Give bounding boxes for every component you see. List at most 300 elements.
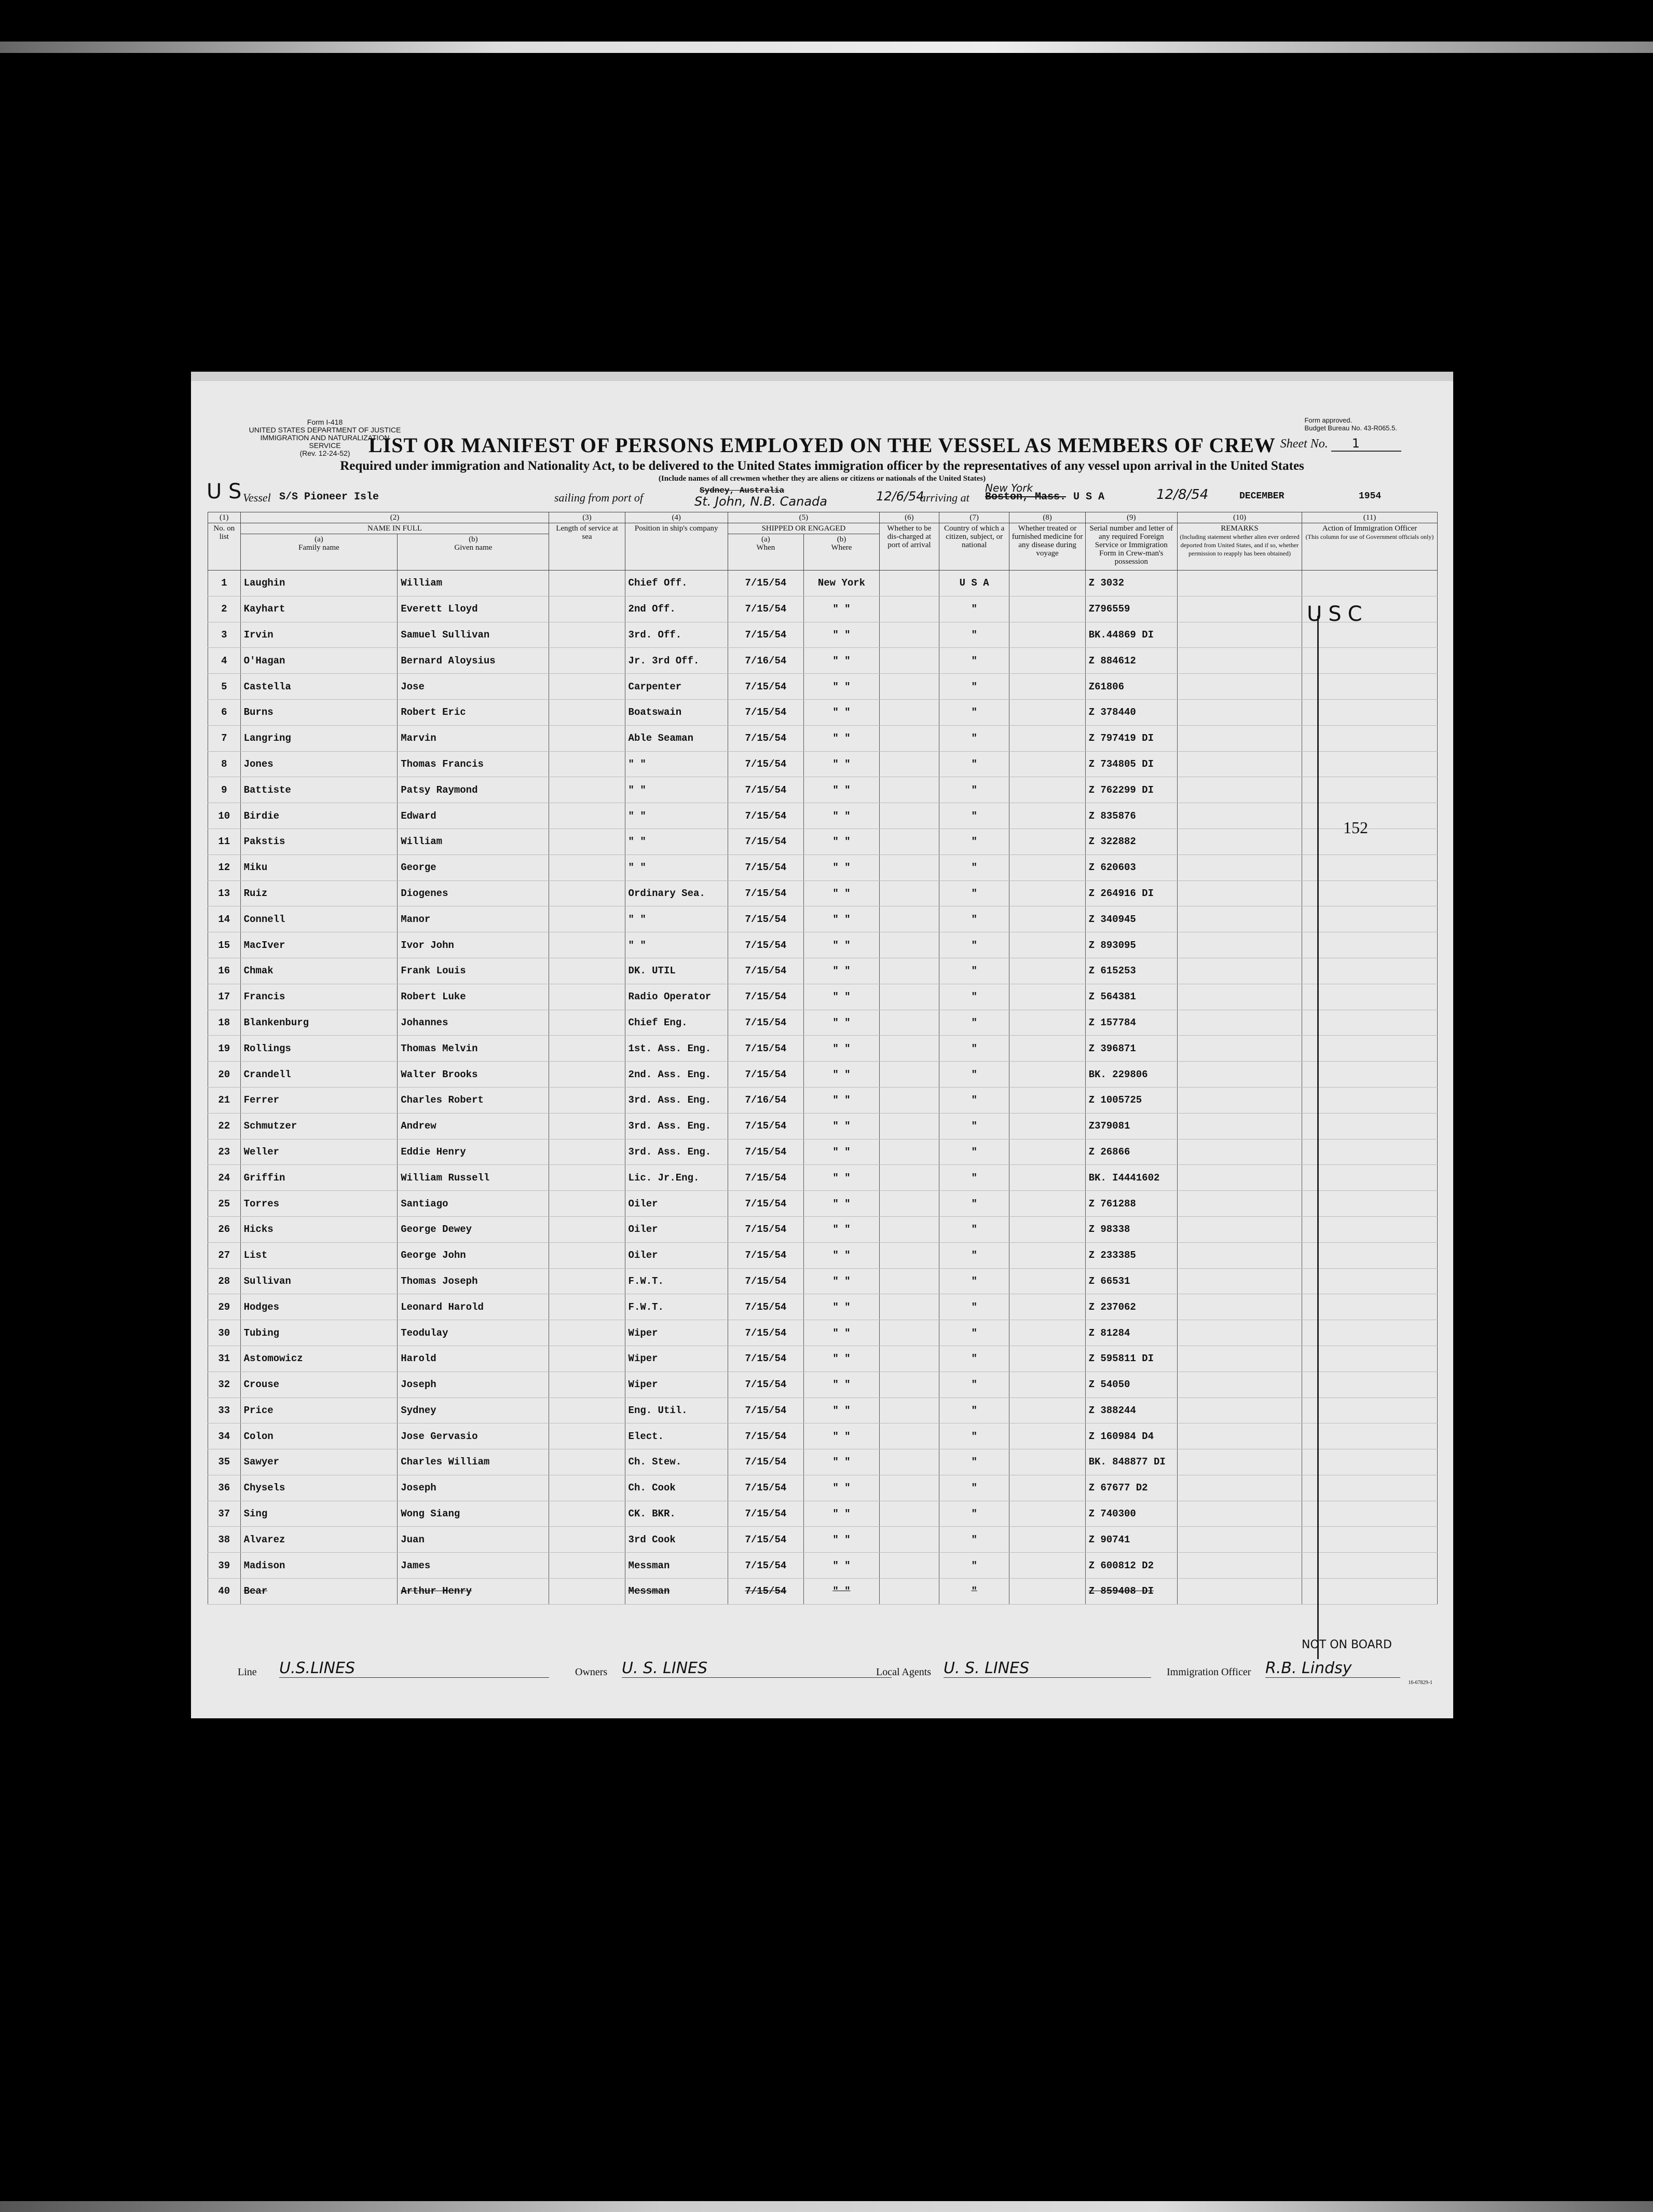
cell-discharged — [880, 1553, 939, 1579]
cell-when: 7/15/54 — [728, 880, 803, 906]
manifest-page — [191, 372, 1453, 1718]
header-when: (a) When — [728, 534, 803, 571]
cell-position: Oiler — [625, 1191, 728, 1217]
cell-length — [549, 984, 625, 1010]
cell-serial: Z 388244 — [1085, 1397, 1177, 1423]
cell-position: Chief Off. — [625, 571, 728, 596]
cell-where: " " — [803, 1191, 879, 1217]
cell-medicine — [1009, 1010, 1085, 1036]
cell-serial: Z 67677 D2 — [1085, 1475, 1177, 1501]
cell-no: 33 — [208, 1397, 241, 1423]
cell-country: " — [939, 803, 1009, 829]
cell-remarks — [1177, 1036, 1302, 1062]
cell-family: Pakstis — [240, 829, 398, 854]
table-row — [208, 1553, 1438, 1579]
cell-given: Juan — [398, 1527, 549, 1553]
cell-length — [549, 906, 625, 932]
cell-family: List — [240, 1242, 398, 1268]
cell-where: " " — [803, 906, 879, 932]
cell-when: 7/15/54 — [728, 1268, 803, 1294]
cell-where: New York — [803, 571, 879, 596]
cell-family: Griffin — [240, 1165, 398, 1191]
cell-family: Ferrer — [240, 1087, 398, 1113]
cell-discharged — [880, 1113, 939, 1139]
header-action — [1302, 523, 1437, 571]
cell-discharged — [880, 1165, 939, 1191]
arriving-label: arriving at — [920, 491, 969, 504]
cell-remarks — [1177, 1527, 1302, 1553]
cell-when: 7/15/54 — [728, 777, 803, 803]
vessel-name: S/S Pioneer Isle — [279, 491, 379, 503]
cell-serial: Z 740300 — [1085, 1501, 1177, 1527]
film-edge-bottom — [0, 2201, 1653, 2212]
cell-length — [549, 1346, 625, 1372]
cell-action — [1302, 958, 1437, 984]
cell-where: " " — [803, 1372, 879, 1397]
cell-given: Robert Luke — [398, 984, 549, 1010]
cell-when: 7/15/54 — [728, 1423, 803, 1449]
table-row — [208, 571, 1438, 596]
cell-action — [1302, 1216, 1437, 1242]
cell-country: " — [939, 1087, 1009, 1113]
cell-discharged — [880, 1320, 939, 1346]
cell-action — [1302, 648, 1437, 674]
cell-medicine — [1009, 1113, 1085, 1139]
cell-remarks — [1177, 803, 1302, 829]
cell-position: Elect. — [625, 1423, 728, 1449]
column-number-row — [208, 512, 1438, 523]
cell-remarks — [1177, 1553, 1302, 1579]
officer-label: Immigration Officer — [1167, 1666, 1251, 1678]
cell-where: " " — [803, 984, 879, 1010]
cell-country: " — [939, 1036, 1009, 1062]
cell-when: 7/15/54 — [728, 1397, 803, 1423]
cell-no: 39 — [208, 1553, 241, 1579]
cell-action — [1302, 932, 1437, 958]
arriving-date-handwritten: 12/8/54 — [1156, 487, 1209, 503]
cell-action — [1302, 699, 1437, 725]
cell-country: " — [939, 751, 1009, 777]
cell-remarks — [1177, 1139, 1302, 1165]
col-num-7: (7) — [939, 512, 1009, 523]
cell-no: 13 — [208, 880, 241, 906]
header-position: Position in ship's company — [625, 523, 728, 571]
cell-family: Battiste — [240, 777, 398, 803]
cell-remarks — [1177, 1294, 1302, 1320]
cell-serial: Z 3032 — [1085, 571, 1177, 596]
vessel-line — [191, 482, 1453, 509]
cell-where: " " — [803, 932, 879, 958]
cell-position: Wiper — [625, 1320, 728, 1346]
cell-discharged — [880, 1346, 939, 1372]
cell-given: Patsy Raymond — [398, 777, 549, 803]
cell-remarks — [1177, 854, 1302, 880]
include-note: (Include names of all crewmen whether they are aliens or citizens or nationals of the United States) — [658, 474, 986, 483]
cell-length — [549, 571, 625, 596]
cell-length — [549, 699, 625, 725]
cell-serial: Z 595811 DI — [1085, 1346, 1177, 1372]
cell-no: 3 — [208, 622, 241, 648]
cell-where: " " — [803, 880, 879, 906]
cell-where: " " — [803, 1294, 879, 1320]
table-row — [208, 1036, 1438, 1062]
cell-length — [549, 1242, 625, 1268]
cell-given: Andrew — [398, 1113, 549, 1139]
vessel-label: Vessel — [243, 491, 271, 504]
cell-family: Kayhart — [240, 596, 398, 622]
cell-remarks — [1177, 1475, 1302, 1501]
crew-table — [208, 512, 1438, 1605]
cell-action — [1302, 1062, 1437, 1088]
cell-action — [1302, 1475, 1437, 1501]
cell-where: " " — [803, 1423, 879, 1449]
cell-serial: Z 893095 — [1085, 932, 1177, 958]
owners-label: Owners — [575, 1666, 608, 1678]
cell-action — [1302, 571, 1437, 596]
cell-length — [549, 958, 625, 984]
cell-when: 7/15/54 — [728, 725, 803, 751]
cell-remarks — [1177, 1423, 1302, 1449]
cell-given: George John — [398, 1242, 549, 1268]
cell-no: 31 — [208, 1346, 241, 1372]
cell-country: " — [939, 1397, 1009, 1423]
cell-discharged — [880, 958, 939, 984]
cell-where: " " — [803, 1036, 879, 1062]
cell-country: " — [939, 725, 1009, 751]
cell-position: Oiler — [625, 1216, 728, 1242]
col-num-1: (1) — [208, 512, 241, 523]
cell-medicine — [1009, 1165, 1085, 1191]
cell-action — [1302, 1268, 1437, 1294]
cell-discharged — [880, 648, 939, 674]
crew-rows — [208, 571, 1438, 1605]
cell-length — [549, 1010, 625, 1036]
cell-country: " — [939, 854, 1009, 880]
cell-where: " " — [803, 1475, 879, 1501]
cell-length — [549, 1087, 625, 1113]
cell-action — [1302, 1579, 1437, 1605]
cell-serial: Z 54050 — [1085, 1372, 1177, 1397]
cell-country: " — [939, 1346, 1009, 1372]
cell-no: 34 — [208, 1423, 241, 1449]
remarks-title: REMARKS — [1221, 524, 1259, 533]
cell-serial: Z379081 — [1085, 1113, 1177, 1139]
cell-country: " — [939, 1501, 1009, 1527]
cell-discharged — [880, 1268, 939, 1294]
sailing-port-struck: Sydney, Australia — [700, 486, 785, 495]
cell-length — [549, 751, 625, 777]
month: DECEMBER — [1239, 491, 1285, 501]
cell-country: " — [939, 1216, 1009, 1242]
cell-discharged — [880, 1527, 939, 1553]
cell-where: " " — [803, 1010, 879, 1036]
cell-position: F.W.T. — [625, 1294, 728, 1320]
cell-medicine — [1009, 1216, 1085, 1242]
cell-action — [1302, 1501, 1437, 1527]
cell-position: Wiper — [625, 1372, 728, 1397]
cell-country: " — [939, 1475, 1009, 1501]
agents-value: U. S. LINES — [944, 1659, 1151, 1678]
cell-where: " " — [803, 1553, 879, 1579]
cell-no: 16 — [208, 958, 241, 984]
cell-medicine — [1009, 725, 1085, 751]
col-num-4: (4) — [625, 512, 728, 523]
cell-medicine — [1009, 596, 1085, 622]
action-note: (This column for use of Government officials only) — [1305, 533, 1434, 540]
margin-mark: U S — [207, 480, 242, 504]
cell-family: Bear — [240, 1579, 398, 1605]
cell-country: " — [939, 1242, 1009, 1268]
cell-medicine — [1009, 854, 1085, 880]
cell-no: 18 — [208, 1010, 241, 1036]
cell-where: " " — [803, 1320, 879, 1346]
cell-no: 29 — [208, 1294, 241, 1320]
cell-country: " — [939, 1191, 1009, 1217]
cell-discharged — [880, 1475, 939, 1501]
cell-family: Blankenburg — [240, 1010, 398, 1036]
cell-family: Alvarez — [240, 1527, 398, 1553]
cell-family: Sawyer — [240, 1449, 398, 1475]
cell-no: 36 — [208, 1475, 241, 1501]
table-row — [208, 1216, 1438, 1242]
sheet-label: Sheet No. — [1280, 437, 1328, 451]
cell-given: Jose Gervasio — [398, 1423, 549, 1449]
cell-remarks — [1177, 1010, 1302, 1036]
page-title: LIST OR MANIFEST OF PERSONS EMPLOYED ON THE VESSEL AS MEMBERS OF CREW — [368, 433, 1276, 457]
cell-action — [1302, 1242, 1437, 1268]
cell-position: Boatswain — [625, 699, 728, 725]
cell-serial: Z 26866 — [1085, 1139, 1177, 1165]
cell-where: " " — [803, 1501, 879, 1527]
cell-family: Sing — [240, 1501, 398, 1527]
col-num-6: (6) — [880, 512, 939, 523]
table-row — [208, 880, 1438, 906]
cell-length — [549, 932, 625, 958]
cell-given: Joseph — [398, 1372, 549, 1397]
cell-discharged — [880, 932, 939, 958]
cell-no: 25 — [208, 1191, 241, 1217]
cell-remarks — [1177, 1062, 1302, 1088]
col-num-11: (11) — [1302, 512, 1437, 523]
cell-action — [1302, 1553, 1437, 1579]
cell-medicine — [1009, 1579, 1085, 1605]
cell-position: Jr. 3rd Off. — [625, 648, 728, 674]
cell-position: 2nd Off. — [625, 596, 728, 622]
cell-discharged — [880, 1242, 939, 1268]
cell-discharged — [880, 1397, 939, 1423]
cell-medicine — [1009, 1397, 1085, 1423]
cell-where: " " — [803, 1449, 879, 1475]
cell-country: " — [939, 932, 1009, 958]
cell-position: 1st. Ass. Eng. — [625, 1036, 728, 1062]
cell-position: 3rd Cook — [625, 1527, 728, 1553]
cell-discharged — [880, 1216, 939, 1242]
table-row — [208, 648, 1438, 674]
cell-position: 3rd. Off. — [625, 622, 728, 648]
year: 1954 — [1359, 491, 1382, 501]
cell-position: " " — [625, 906, 728, 932]
cell-serial: Z61806 — [1085, 674, 1177, 700]
cell-when: 7/15/54 — [728, 958, 803, 984]
cell-medicine — [1009, 932, 1085, 958]
cell-medicine — [1009, 803, 1085, 829]
table-row — [208, 1579, 1438, 1605]
line-value: U.S.LINES — [279, 1659, 549, 1678]
cell-where: " " — [803, 1397, 879, 1423]
cell-medicine — [1009, 751, 1085, 777]
cell-length — [549, 1475, 625, 1501]
header-discharged: Whether to be dis-charged at port of arrival — [880, 523, 939, 571]
cell-medicine — [1009, 1191, 1085, 1217]
table-row — [208, 1113, 1438, 1139]
cell-where: " " — [803, 1113, 879, 1139]
table-row — [208, 1087, 1438, 1113]
table-row — [208, 1397, 1438, 1423]
cell-serial: Z 615253 — [1085, 958, 1177, 984]
column-header-row — [208, 523, 1438, 534]
cell-position: " " — [625, 751, 728, 777]
cell-action — [1302, 1397, 1437, 1423]
cell-position: Oiler — [625, 1242, 728, 1268]
cell-where: " " — [803, 699, 879, 725]
cell-serial: Z 160984 D4 — [1085, 1423, 1177, 1449]
cell-discharged — [880, 1423, 939, 1449]
cell-serial: Z 620603 — [1085, 854, 1177, 880]
cell-action — [1302, 1113, 1437, 1139]
cell-length — [549, 1449, 625, 1475]
table-row — [208, 1475, 1438, 1501]
cell-when: 7/15/54 — [728, 699, 803, 725]
cell-serial: Z 859408 DI — [1085, 1579, 1177, 1605]
cell-no: 8 — [208, 751, 241, 777]
cell-given: Arthur Henry — [398, 1579, 549, 1605]
cell-no: 1 — [208, 571, 241, 596]
cell-family: Madison — [240, 1553, 398, 1579]
cell-country: " — [939, 1423, 1009, 1449]
cell-family: Langring — [240, 725, 398, 751]
officer-signature: R.B. Lindsy — [1265, 1659, 1400, 1678]
cell-serial: Z 378440 — [1085, 699, 1177, 725]
cell-serial: Z 734805 DI — [1085, 751, 1177, 777]
cell-when: 7/15/54 — [728, 622, 803, 648]
header-family: (a) Family name — [240, 534, 398, 571]
cell-action — [1302, 984, 1437, 1010]
cell-given: Thomas Francis — [398, 751, 549, 777]
cell-family: Chmak — [240, 958, 398, 984]
cell-country: " — [939, 1320, 1009, 1346]
header-shipped: SHIPPED OR ENGAGED — [728, 523, 879, 534]
cell-family: Price — [240, 1397, 398, 1423]
cell-discharged — [880, 1087, 939, 1113]
cell-serial: Z 884612 — [1085, 648, 1177, 674]
cell-given: Samuel Sullivan — [398, 622, 549, 648]
table-row — [208, 751, 1438, 777]
cell-action — [1302, 829, 1437, 854]
cell-medicine — [1009, 777, 1085, 803]
action-count-annotation: 152 — [1343, 818, 1368, 837]
cell-medicine — [1009, 829, 1085, 854]
cell-given: Marvin — [398, 725, 549, 751]
cell-family: Schmutzer — [240, 1113, 398, 1139]
table-row — [208, 829, 1438, 854]
cell-given: William — [398, 571, 549, 596]
cell-given: Ivor John — [398, 932, 549, 958]
cell-serial: Z 564381 — [1085, 984, 1177, 1010]
cell-remarks — [1177, 1320, 1302, 1346]
remarks-note: (Including statement whether alien ever ordered deported from United States, and if so, whether permission to reapply has been obtained) — [1180, 533, 1300, 557]
cell-given: Edward — [398, 803, 549, 829]
table-row — [208, 932, 1438, 958]
cell-given: Jose — [398, 674, 549, 700]
cell-serial: Z 237062 — [1085, 1294, 1177, 1320]
cell-where: " " — [803, 1062, 879, 1088]
cell-discharged — [880, 674, 939, 700]
table-row — [208, 777, 1438, 803]
cell-length — [549, 1216, 625, 1242]
cell-country: " — [939, 1165, 1009, 1191]
cell-position: Ch. Cook — [625, 1475, 728, 1501]
cell-family: Burns — [240, 699, 398, 725]
cell-discharged — [880, 829, 939, 854]
cell-serial: Z 233385 — [1085, 1242, 1177, 1268]
cell-serial: Z 157784 — [1085, 1010, 1177, 1036]
cell-position: Messman — [625, 1553, 728, 1579]
cell-serial: BK. 848877 DI — [1085, 1449, 1177, 1475]
cell-position: Ordinary Sea. — [625, 880, 728, 906]
cell-where: " " — [803, 1346, 879, 1372]
table-row — [208, 1268, 1438, 1294]
cell-where: " " — [803, 648, 879, 674]
cell-where: " " — [803, 1268, 879, 1294]
cell-serial: Z 90741 — [1085, 1527, 1177, 1553]
cell-discharged — [880, 854, 939, 880]
cell-medicine — [1009, 674, 1085, 700]
cell-medicine — [1009, 1242, 1085, 1268]
cell-given: William — [398, 829, 549, 854]
cell-medicine — [1009, 571, 1085, 596]
cell-family: Francis — [240, 984, 398, 1010]
cell-family: Hodges — [240, 1294, 398, 1320]
cell-medicine — [1009, 1475, 1085, 1501]
cell-where: " " — [803, 854, 879, 880]
cell-country: " — [939, 1139, 1009, 1165]
cell-medicine — [1009, 1087, 1085, 1113]
cell-no: 32 — [208, 1372, 241, 1397]
cell-when: 7/15/54 — [728, 751, 803, 777]
cell-length — [549, 1501, 625, 1527]
cell-serial: Z 264916 DI — [1085, 880, 1177, 906]
cell-discharged — [880, 777, 939, 803]
cell-serial: Z 98338 — [1085, 1216, 1177, 1242]
cell-medicine — [1009, 1294, 1085, 1320]
cell-when: 7/16/54 — [728, 1087, 803, 1113]
cell-given: Joseph — [398, 1475, 549, 1501]
cell-position: Messman — [625, 1579, 728, 1605]
cell-when: 7/15/54 — [728, 1191, 803, 1217]
sailing-port-handwritten: St. John, N.B. Canada — [694, 494, 827, 509]
cell-serial: Z 322882 — [1085, 829, 1177, 854]
film-edge-top — [0, 42, 1653, 53]
cell-when: 7/15/54 — [728, 1553, 803, 1579]
cell-action — [1302, 1320, 1437, 1346]
cell-serial: Z 1005725 — [1085, 1087, 1177, 1113]
cell-where: " " — [803, 596, 879, 622]
not-on-board-annotation: NOT ON BOARD — [1302, 1638, 1392, 1651]
cell-where: " " — [803, 751, 879, 777]
cell-when: 7/15/54 — [728, 829, 803, 854]
cell-medicine — [1009, 648, 1085, 674]
cell-action — [1302, 674, 1437, 700]
